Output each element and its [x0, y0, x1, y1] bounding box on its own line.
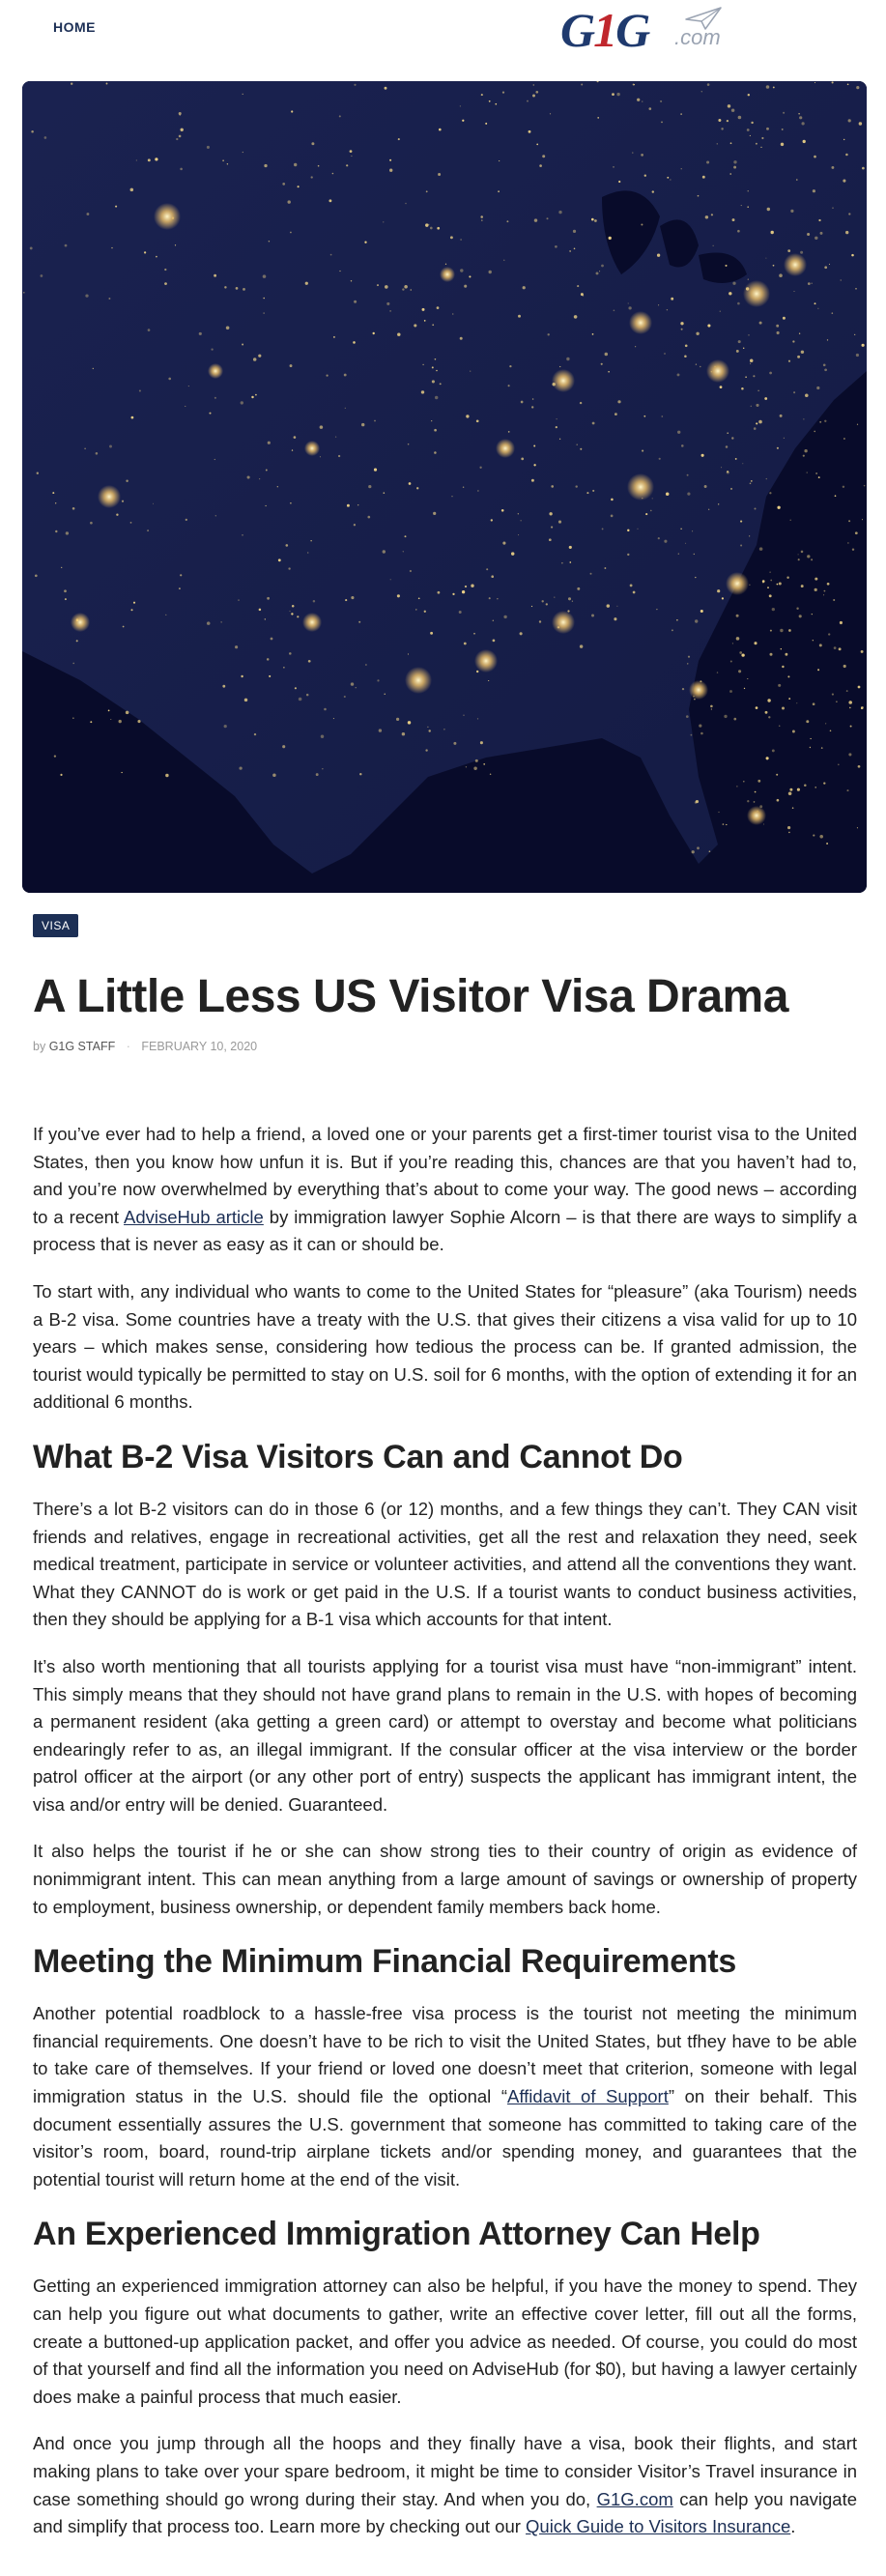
section-heading: An Experienced Immigration Attorney Can Help [33, 2216, 760, 2253]
meta-separator: · [126, 1040, 130, 1053]
article-meta [33, 1040, 257, 1053]
advisehub-article-link[interactable]: AdviseHub article [124, 1206, 264, 1227]
logo-suffix: .com [674, 25, 721, 49]
author-link[interactable]: G1G STAFF [48, 1040, 116, 1053]
section-heading: What B-2 Visa Visitors Can and Cannot Do [33, 1438, 683, 1475]
article-body [33, 1121, 857, 2561]
nav-home-link[interactable]: HOME [53, 19, 96, 35]
night-satellite-map-icon [22, 81, 867, 893]
paragraph: And once you jump through all the hoops and they finally have a visa, book their flights, and start making plans to take over your spare bedroom, it might be time to consider Visitor’s Travel insurance in case something should go wrong during their stay. And when you do, G1G.com can help you navigate and simplify that process too. Learn more by checking out our Quick Guide to Visitors Insurance. [33, 2433, 857, 2537]
logo-wordmark: G1G [560, 3, 649, 57]
section-heading: Meeting the Minimum Financial Requirements [33, 1943, 736, 1981]
g1g-link[interactable]: G1G.com [596, 2488, 673, 2509]
article-title: A Little Less US Visitor Visa Drama [33, 971, 788, 1022]
byline-prefix: by [33, 1040, 46, 1053]
paragraph: Getting an experienced immigration attorney can also be helpful, if you have the money to spend. They can help you figure out what documents to gather, write an effective cover letter, fill out all the forms, create a buttoned-up application packet, and offer you advice as needed. Of course, you could do most of that yourself and find all the information you need on AdviseHub (for $0), but having a lawyer certainly does make a painful process that much easier. [33, 2275, 857, 2407]
site-header [0, 0, 886, 56]
category-tag[interactable]: VISA [33, 914, 78, 937]
visitors-insurance-guide-link[interactable]: Quick Guide to Visitors Insurance [526, 2516, 791, 2537]
paragraph: Another potential roadblock to a hassle-free visa process is the tourist not meeting the minimum financial requirements. One doesn’t have to be rich to visit the United States, but tfhey have to be able to take care of themselves. If your friend or loved one doesn’t meet that criterion, someone with legal immigration status in the U.S. should file the optional “Affidavit of Support” on their behalf. This document essentially assures the U.S. government that someone has committed to taking care of the visitor’s room, board, round-trip airplane tickets and/or spending money, and guarantees that the potential tourist will return home at the end of the visit. [33, 2003, 858, 2190]
paragraph: It’s also worth mentioning that all tourists applying for a tourist visa must have “non-immigrant” intent. This simply means that they should not have grand plans to remain in the U.S. with hopes of becoming a permanent resident (aka getting a green card) or attempt to overstay and become what politicians endearingly refer to as, an illegal immigrant. If the consular officer at the visa interview or the border patrol officer at the airport (or any other port of entry) suspects the applicant has immigrant intent, the visa and/or entry will be denied. Guaranteed. [33, 1655, 857, 1815]
site-logo[interactable] [560, 2, 734, 58]
hero-image [22, 81, 867, 893]
publish-date: FEBRUARY 10, 2020 [141, 1040, 258, 1053]
affidavit-link[interactable]: Affidavit of Support [507, 2086, 669, 2107]
paper-plane-icon [684, 6, 723, 31]
paragraph: There’s a lot B-2 visitors can do in those 6 (or 12) months, and a few things they can’t. They CAN visit friends and relatives, engage in recreational activities, get all the rest and relaxation they need, seek medical treatment, participate in service or volunteer activities, and attend all the conventions they want. What they CANNOT do is work or get paid in the U.S. If a tourist wants to conduct business activities, then they should be applying for a B-1 visa which accounts for that intent. [33, 1498, 857, 1630]
paragraph: It also helps the tourist if he or she can show strong ties to their country of origin as evidence of nonimmigrant intent. This can mean anything from a large amount of savings or ownership of property to employment, business ownership, or dependent family members back home. [33, 1841, 857, 1917]
paragraph: If you’ve ever had to help a friend, a loved one or your parents get a first-timer tourist visa to the United States, then you know how unfun it is. But if you’re reading this, chances are that you haven’t had to, and you’re now overwhelmed by everything that’s about to come your way. The good news – according to a recent AdviseHub article by immigration lawyer Sophie Alcorn – is that there are ways to simplify a process that is never as easy as it can or should be. [33, 1124, 857, 1255]
paragraph: To start with, any individual who wants to come to the United States for “pleasure” (aka Tourism) needs a B-2 visa. Some countries have a treaty with the U.S. that gives their citizens a visa valid for up to 10 years – which makes sense, considering how tedious the process can be. If granted admission, the tourist would typically be permitted to stay on U.S. soil for 6 months, with the option of extending it for an additional 6 months. [33, 1280, 857, 1413]
